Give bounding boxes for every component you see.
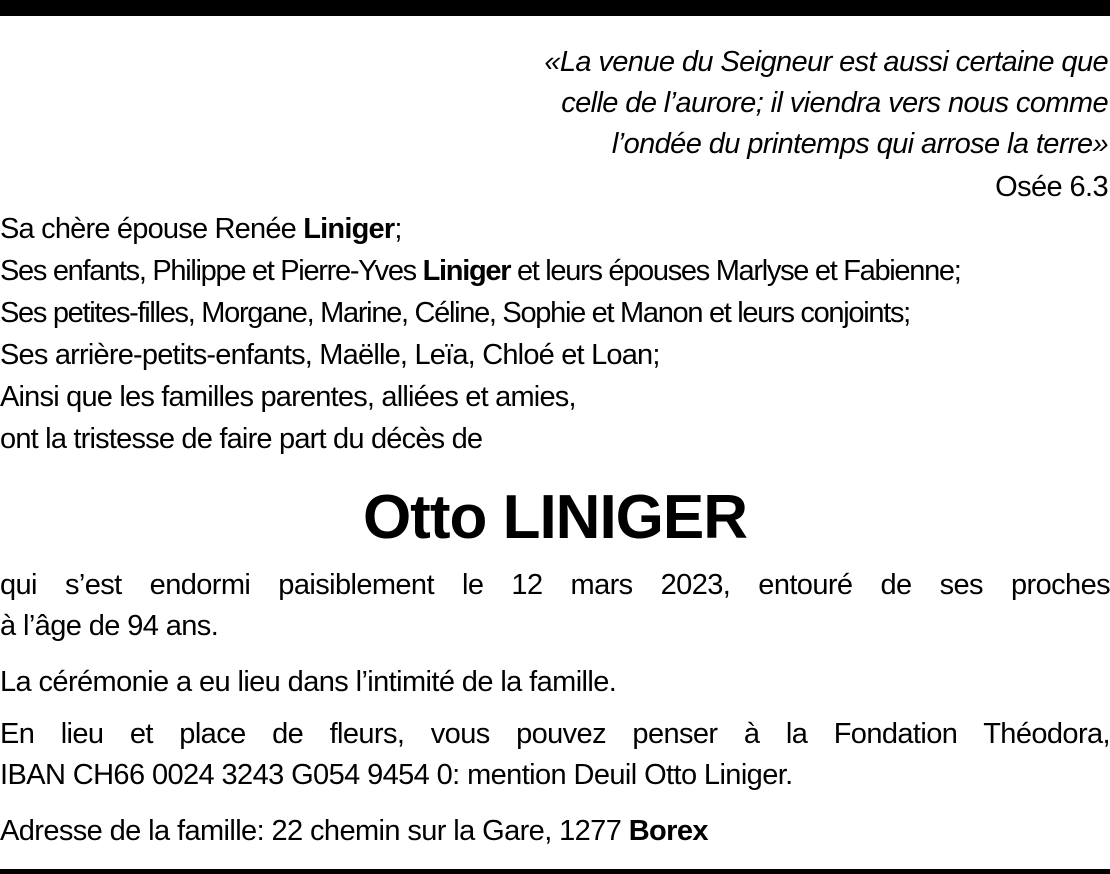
mourner-line-children: Ses enfants, Philippe et Pierre-Yves Liniger et leurs épouses Marlyse et Fabienne; — [0, 255, 961, 287]
ceremony-note: La cérémonie a eu lieu dans l’intimité de la famille. — [0, 666, 617, 698]
top-border-rule — [0, 0, 1110, 16]
flowers-note — [0, 714, 1110, 796]
quote-line: «La venue du Seigneur est aussi certaine que — [544, 46, 1108, 78]
family-address: Adresse de la famille: 22 chemin sur la Gare, 1277 Borex — [0, 815, 708, 847]
flowers-line: En lieu et place de fleurs, vous pouvez penser à la Fondation Théodora, — [0, 718, 1110, 750]
quote-line: l’ondée du printemps qui arrose la terre» — [611, 128, 1108, 160]
death-line: qui s’est endormi paisiblement le 12 mars 2023, entouré de ses proches — [0, 569, 1110, 601]
bottom-border-rule — [0, 869, 1110, 874]
bible-quote — [408, 42, 1108, 165]
deceased-name: Otto LINIGER — [362, 483, 748, 552]
mourner-line-great-grandchildren: Ses arrière-petits-enfants, Maëlle, Leïa, Chloé et Loan; — [0, 339, 660, 371]
quote-line: celle de l’aurore; il viendra vers nous comme — [561, 87, 1108, 119]
mourner-line-families: Ainsi que les familles parentes, alliées et amies, — [0, 381, 576, 413]
mourner-line-granddaughters: Ses petites-filles, Morgane, Marine, Céline, Sophie et Manon et leurs conjoints; — [0, 297, 910, 329]
announcement-line: ont la tristesse de faire part du décès de — [0, 423, 483, 455]
mourner-line-spouse: Sa chère épouse Renée Liniger; — [0, 213, 402, 245]
mourners-list — [0, 208, 1110, 460]
age-line: à l’âge de 94 ans. — [0, 610, 219, 642]
surname-bold: Liniger — [422, 255, 511, 287]
address-town: Borex — [628, 815, 708, 847]
iban-line: IBAN CH66 0024 3243 G054 9454 0: mention Deuil Otto Liniger. — [0, 759, 793, 791]
quote-reference: Osée 6.3 — [995, 171, 1108, 203]
death-details — [0, 565, 1110, 647]
surname-bold: Liniger — [303, 213, 395, 245]
